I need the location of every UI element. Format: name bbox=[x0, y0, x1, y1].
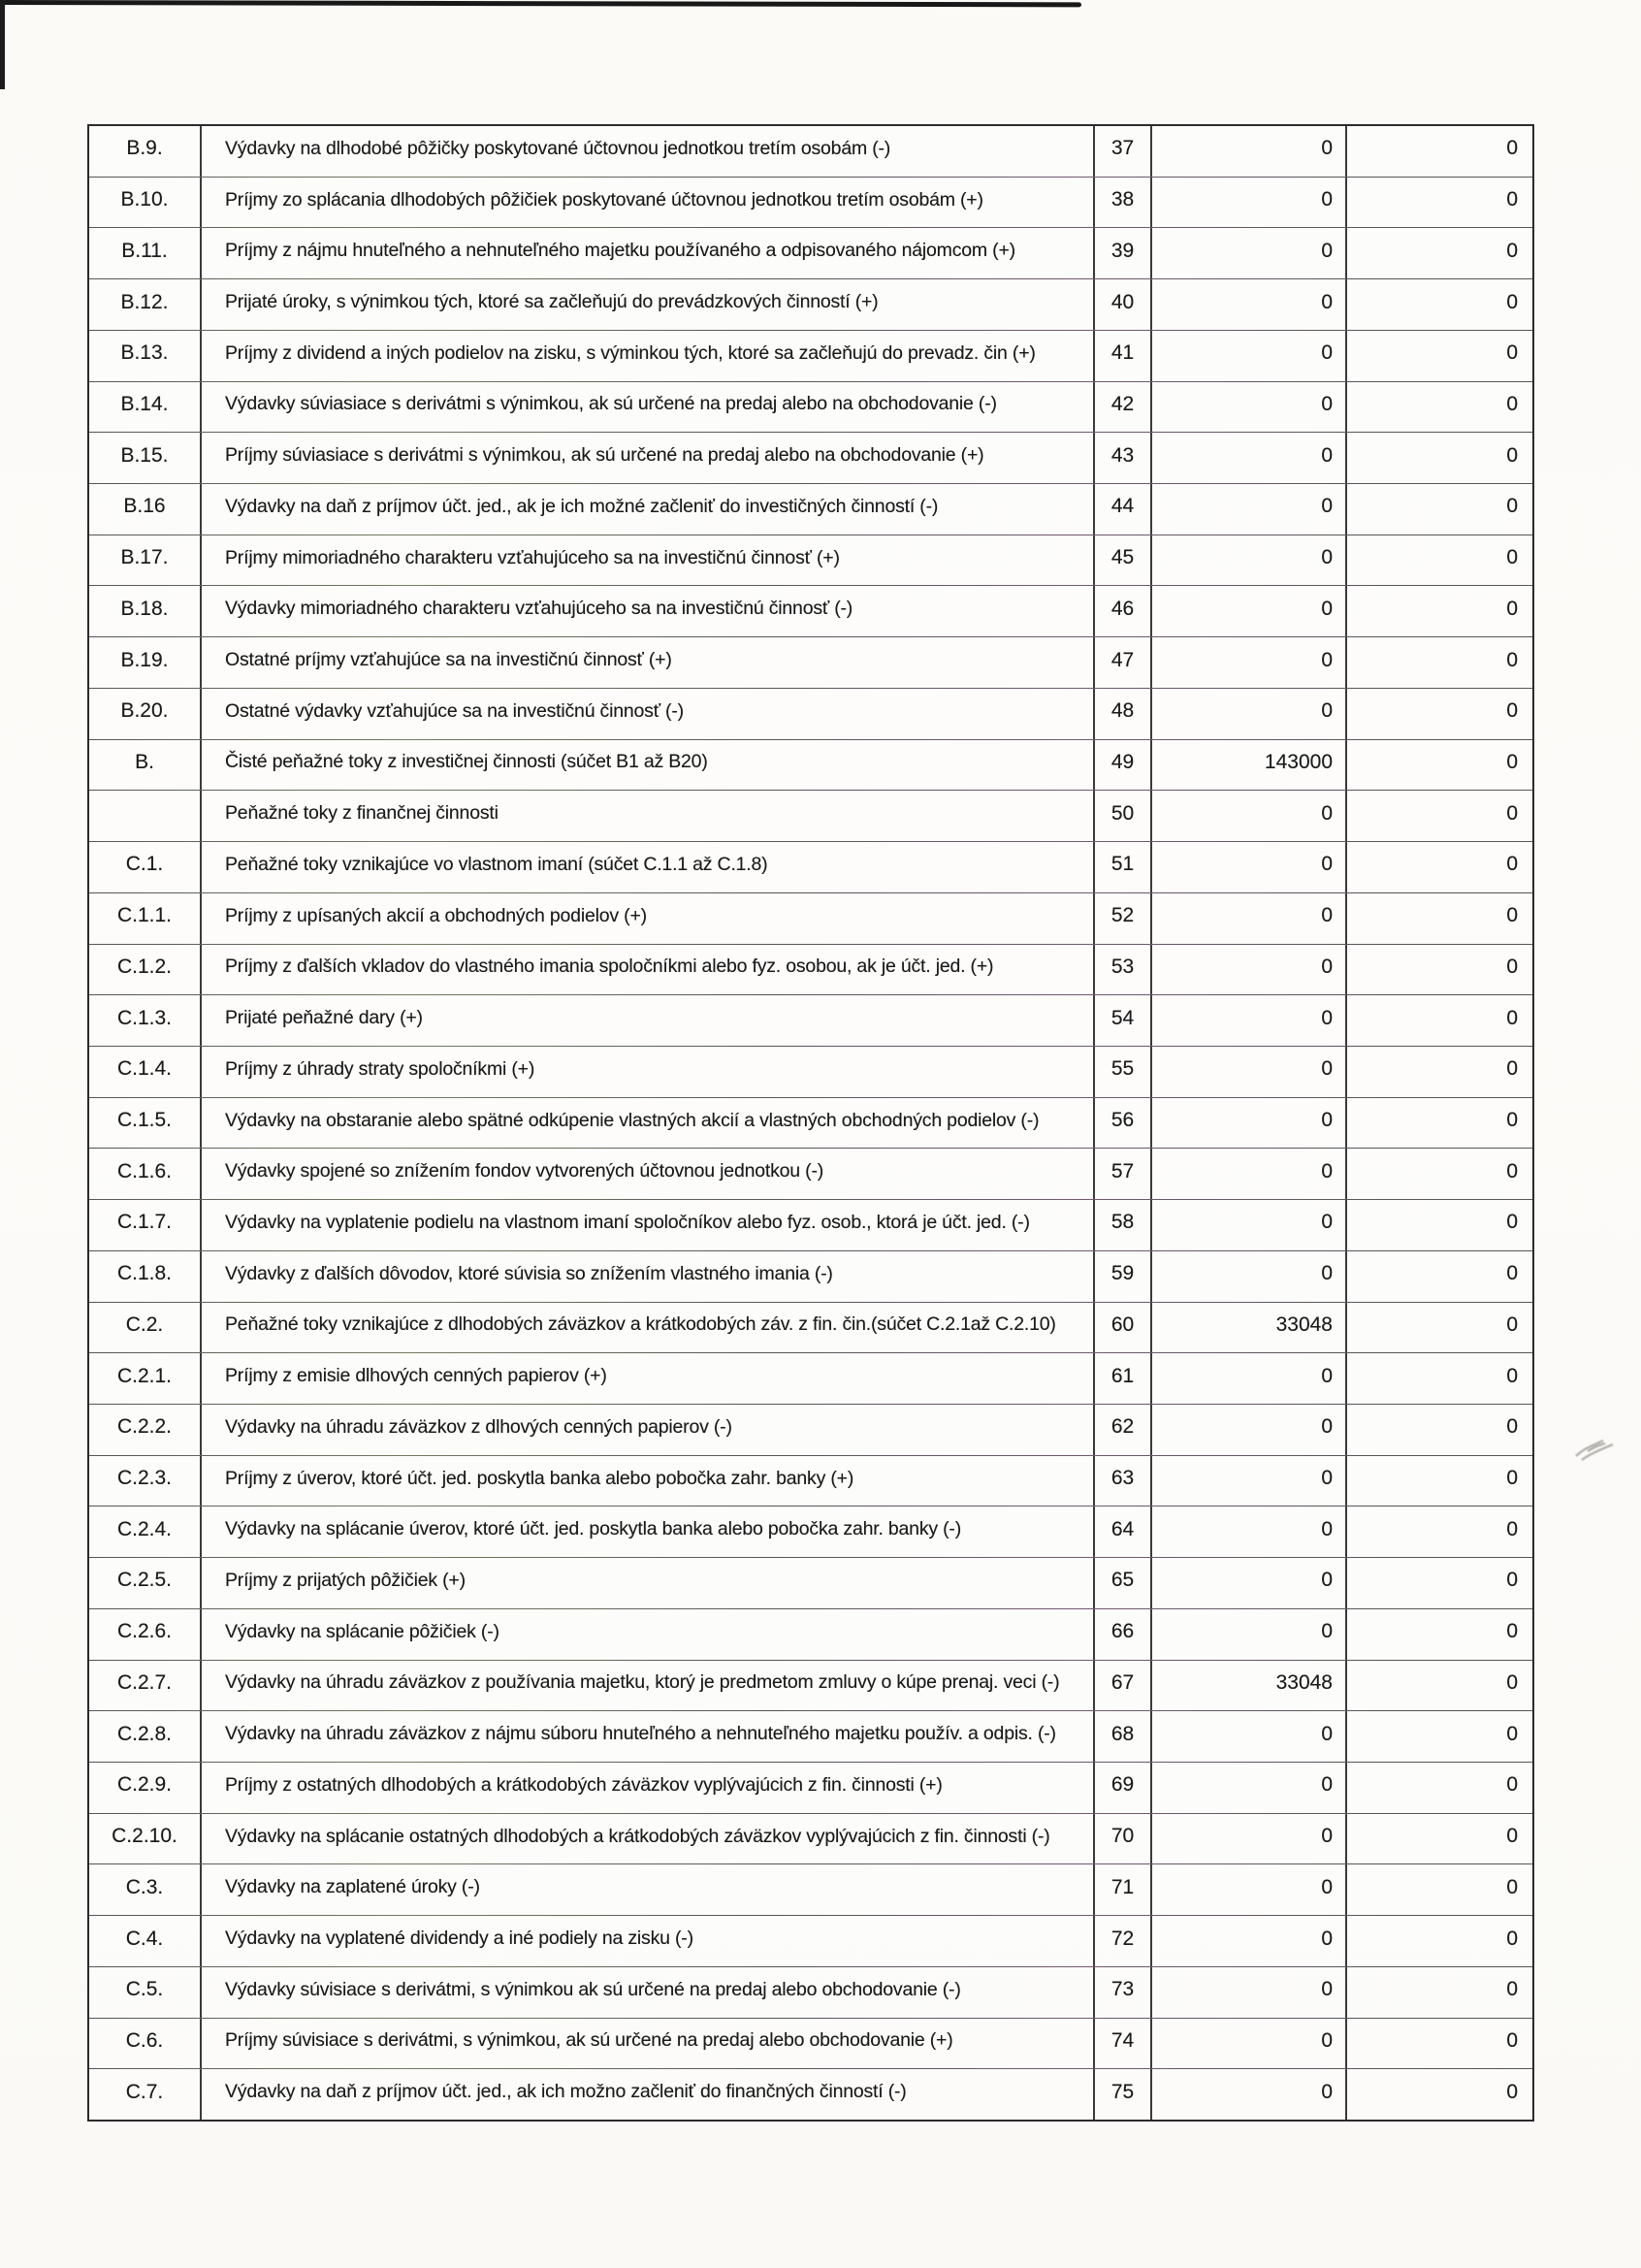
row-description: Výdavky na úhradu záväzkov z nájmu súboru hnuteľného a nehnuteľného majetku použív. a odpis. (-) bbox=[200, 1711, 1093, 1762]
table-row bbox=[89, 330, 1532, 381]
table-row bbox=[89, 636, 1532, 688]
table-row bbox=[89, 177, 1532, 228]
row-description: Prijaté peňažné dary (+) bbox=[200, 995, 1093, 1046]
row-value-col1: 0 bbox=[1150, 228, 1345, 278]
row-value-col2: 0 bbox=[1345, 740, 1532, 791]
row-value-col1: 0 bbox=[1150, 178, 1345, 228]
row-value-col1: 0 bbox=[1150, 2069, 1345, 2120]
row-line-number: 40 bbox=[1093, 279, 1150, 330]
row-line-number: 69 bbox=[1093, 1763, 1150, 1813]
table-row bbox=[89, 1352, 1532, 1404]
row-line-number: 66 bbox=[1093, 1609, 1150, 1660]
row-line-number: 64 bbox=[1093, 1507, 1150, 1557]
row-value-col2: 0 bbox=[1345, 1047, 1532, 1097]
row-description: Ostatné príjmy vzťahujúce sa na investičnú činnosť (+) bbox=[200, 637, 1093, 688]
row-description: Príjmy zo splácania dlhodobých pôžičiek poskytované účtovnou jednotkou tretím osobám (+) bbox=[200, 178, 1093, 228]
row-value-col1: 0 bbox=[1150, 382, 1345, 433]
row-value-col1: 0 bbox=[1150, 1047, 1345, 1097]
table-row bbox=[89, 1710, 1532, 1762]
table-row bbox=[89, 1813, 1532, 1864]
row-description: Výdavky na obstaranie alebo spätné odkúpenie vlastných akcií a vlastných obchodných podielov (-) bbox=[200, 1098, 1093, 1149]
row-code: C.1.8. bbox=[116, 1262, 173, 1285]
row-value-col2: 0 bbox=[1345, 689, 1532, 739]
row-description: Čisté peňažné toky z investičnej činnosti (súčet B1 až B20) bbox=[200, 740, 1093, 791]
row-value-col1: 0 bbox=[1150, 433, 1345, 483]
row-line-number: 52 bbox=[1093, 893, 1150, 944]
row-value-col1: 0 bbox=[1150, 893, 1345, 944]
scan-artifact-left-edge-mark bbox=[0, 0, 5, 89]
row-value-col2: 0 bbox=[1345, 1353, 1532, 1404]
row-value-col2: 0 bbox=[1345, 535, 1532, 586]
row-code: B. bbox=[135, 750, 154, 773]
table-row bbox=[89, 1506, 1532, 1557]
row-value-col1: 0 bbox=[1150, 1456, 1345, 1507]
table-row bbox=[89, 841, 1532, 892]
row-line-number: 74 bbox=[1093, 2019, 1150, 2069]
row-code: C.6. bbox=[125, 2028, 164, 2052]
row-description: Príjmy z upísaných akcií a obchodných podielov (+) bbox=[200, 893, 1093, 944]
table-row bbox=[89, 227, 1532, 278]
table-row bbox=[89, 739, 1532, 791]
row-value-col2: 0 bbox=[1345, 1558, 1532, 1608]
row-value-col2: 0 bbox=[1345, 1763, 1532, 1813]
row-code: B.19. bbox=[120, 648, 169, 671]
row-value-col1: 0 bbox=[1150, 331, 1345, 381]
row-value-col2: 0 bbox=[1345, 1711, 1532, 1762]
row-value-col1: 0 bbox=[1150, 1405, 1345, 1455]
table-row bbox=[89, 2068, 1532, 2120]
row-line-number: 46 bbox=[1093, 586, 1150, 636]
row-value-col1: 33048 bbox=[1150, 1303, 1345, 1353]
row-line-number: 58 bbox=[1093, 1200, 1150, 1250]
row-description: Príjmy z dividend a iných podielov na zisku, s výminkou tých, ktoré sa začleňujú do prevadz. čin (+) bbox=[200, 331, 1093, 381]
row-line-number: 54 bbox=[1093, 995, 1150, 1046]
row-description: Výdavky z ďalších dôvodov, ktoré súvisia so znížením vlastného imania (-) bbox=[200, 1251, 1093, 1302]
row-line-number: 43 bbox=[1093, 433, 1150, 483]
row-code: B.12. bbox=[120, 290, 169, 313]
table-row bbox=[89, 1097, 1532, 1149]
row-description: Výdavky mimoriadného charakteru vzťahujúceho sa na investičnú činnosť (-) bbox=[200, 586, 1093, 636]
row-line-number: 53 bbox=[1093, 945, 1150, 995]
row-line-number: 44 bbox=[1093, 484, 1150, 535]
row-value-col2: 0 bbox=[1345, 1200, 1532, 1250]
row-code: C.2.6. bbox=[116, 1620, 173, 1643]
row-code: C.2. bbox=[125, 1312, 164, 1336]
row-description: Výdavky na splácanie pôžičiek (-) bbox=[200, 1609, 1093, 1660]
row-description: Výdavky na úhradu záväzkov z dlhových cenných papierov (-) bbox=[200, 1405, 1093, 1455]
row-description: Výdavky na daň z príjmov účt. jed., ak ich možno začleniť do finančných činností (-) bbox=[200, 2069, 1093, 2120]
row-value-col1: 143000 bbox=[1150, 740, 1345, 791]
row-value-col2: 0 bbox=[1345, 2069, 1532, 2120]
row-line-number: 72 bbox=[1093, 1916, 1150, 1966]
row-line-number: 73 bbox=[1093, 1967, 1150, 2018]
row-code: C.3. bbox=[125, 1875, 164, 1898]
row-code: C.5. bbox=[125, 1978, 164, 2001]
row-code: C.2.1. bbox=[116, 1364, 173, 1387]
row-value-col2: 0 bbox=[1345, 791, 1532, 841]
row-line-number: 37 bbox=[1093, 126, 1150, 177]
row-code: C.2.8. bbox=[116, 1722, 173, 1745]
table-row bbox=[89, 585, 1532, 636]
row-value-col1: 0 bbox=[1150, 945, 1345, 995]
row-code: C.2.9. bbox=[116, 1773, 173, 1797]
row-line-number: 39 bbox=[1093, 228, 1150, 278]
row-description: Výdavky na splácanie úverov, ktoré účt. jed. poskytla banka alebo pobočka zahr. banky (-) bbox=[200, 1507, 1093, 1557]
row-value-col1: 0 bbox=[1150, 791, 1345, 841]
row-description: Príjmy súvisiace s derivátmi, s výnimkou, ak sú určené na predaj alebo obchodovanie (+) bbox=[200, 2019, 1093, 2069]
row-value-col2: 0 bbox=[1345, 228, 1532, 278]
row-value-col2: 0 bbox=[1345, 637, 1532, 688]
row-description: Výdavky na vyplatenie podielu na vlastnom imaní spoločníkov alebo fyz. osob., ktorá je účt. jed. (-) bbox=[200, 1200, 1093, 1250]
row-value-col2: 0 bbox=[1345, 1609, 1532, 1660]
table-row bbox=[89, 126, 1532, 177]
row-value-col2: 0 bbox=[1345, 1661, 1532, 1711]
row-value-col1: 0 bbox=[1150, 637, 1345, 688]
row-line-number: 57 bbox=[1093, 1149, 1150, 1199]
row-description: Príjmy z prijatých pôžičiek (+) bbox=[200, 1558, 1093, 1608]
row-value-col1: 0 bbox=[1150, 126, 1345, 177]
row-line-number: 55 bbox=[1093, 1047, 1150, 1097]
row-code: B.15. bbox=[120, 443, 169, 467]
row-code: B.17. bbox=[120, 546, 169, 569]
row-description: Príjmy súviasiace s derivátmi s výnimkou, ak sú určené na predaj alebo na obchodovanie (+) bbox=[200, 433, 1093, 483]
row-value-col1: 0 bbox=[1150, 279, 1345, 330]
row-code: B.18. bbox=[120, 597, 169, 620]
table-row bbox=[89, 535, 1532, 586]
row-description: Výdavky súvisiace s derivátmi, s výnimkou ak sú určené na predaj alebo obchodovanie (-) bbox=[200, 1967, 1093, 2018]
row-value-col1: 0 bbox=[1150, 1251, 1345, 1302]
row-code: C.1.2. bbox=[116, 955, 173, 978]
row-description: Príjmy z úverov, ktoré účt. jed. poskytla banka alebo pobočka zahr. banky (+) bbox=[200, 1456, 1093, 1507]
table-row bbox=[89, 1660, 1532, 1711]
row-description: Peňažné toky vznikajúce vo vlastnom imaní (súčet C.1.1 až C.1.8) bbox=[200, 842, 1093, 892]
row-value-col2: 0 bbox=[1345, 1405, 1532, 1455]
table-row bbox=[89, 790, 1532, 841]
row-description: Peňažné toky z finančnej činnosti bbox=[200, 791, 1093, 841]
row-code: B.13. bbox=[120, 341, 169, 365]
row-line-number: 51 bbox=[1093, 842, 1150, 892]
row-description: Výdavky spojené so znížením fondov vytvorených účtovnou jednotkou (-) bbox=[200, 1149, 1093, 1199]
row-line-number: 75 bbox=[1093, 2069, 1150, 2120]
row-description: Výdavky na zaplatené úroky (-) bbox=[200, 1864, 1093, 1915]
row-description: Príjmy z nájmu hnuteľného a nehnuteľného majetku používaného a odpisovaného nájomcom (+) bbox=[200, 228, 1093, 278]
row-code: C.2.2. bbox=[116, 1415, 173, 1439]
row-value-col1: 0 bbox=[1150, 1864, 1345, 1915]
row-description: Ostatné výdavky vzťahujúce sa na investičnú činnosť (-) bbox=[200, 689, 1093, 739]
row-value-col2: 0 bbox=[1345, 586, 1532, 636]
row-code: C.2.10. bbox=[112, 1825, 177, 1848]
row-description: Prijaté úroky, s výnimkou tých, ktoré sa začleňujú do prevádzkových činností (+) bbox=[200, 279, 1093, 330]
row-line-number: 41 bbox=[1093, 331, 1150, 381]
row-value-col2: 0 bbox=[1345, 945, 1532, 995]
table-row bbox=[89, 688, 1532, 739]
table-row bbox=[89, 1199, 1532, 1250]
row-value-col1: 0 bbox=[1150, 1711, 1345, 1762]
row-description: Príjmy z ostatných dlhodobých a krátkodobých záväzkov vyplývajúcich z fin. činnosti (+) bbox=[200, 1763, 1093, 1813]
cash-flow-table bbox=[87, 124, 1534, 2122]
row-code: C.4. bbox=[125, 1927, 164, 1950]
table-row bbox=[89, 1250, 1532, 1302]
row-line-number: 50 bbox=[1093, 791, 1150, 841]
row-line-number: 68 bbox=[1093, 1711, 1150, 1762]
row-code: C.1. bbox=[125, 853, 164, 876]
row-value-col1: 0 bbox=[1150, 1098, 1345, 1149]
row-code: B.14. bbox=[120, 392, 169, 415]
row-line-number: 70 bbox=[1093, 1814, 1150, 1864]
table-row bbox=[89, 944, 1532, 995]
row-line-number: 47 bbox=[1093, 637, 1150, 688]
row-description: Výdavky na úhradu záväzkov z používania majetku, ktorý je predmetom zmluvy o kúpe prenaj. veci (-) bbox=[200, 1661, 1093, 1711]
row-value-col2: 0 bbox=[1345, 433, 1532, 483]
table-row bbox=[89, 1762, 1532, 1813]
row-code: C.2.4. bbox=[116, 1517, 173, 1540]
table-row bbox=[89, 1966, 1532, 2018]
row-value-col1: 0 bbox=[1150, 1200, 1345, 1250]
row-code: B.16 bbox=[123, 495, 166, 518]
row-line-number: 65 bbox=[1093, 1558, 1150, 1608]
row-description: Príjmy mimoriadného charakteru vzťahujúceho sa na investičnú činnosť (+) bbox=[200, 535, 1093, 586]
row-value-col1: 0 bbox=[1150, 484, 1345, 535]
row-value-col1: 0 bbox=[1150, 1916, 1345, 1966]
table-row bbox=[89, 1608, 1532, 1660]
row-code: C.2.7. bbox=[116, 1670, 173, 1694]
table-row bbox=[89, 1046, 1532, 1097]
row-value-col1: 33048 bbox=[1150, 1661, 1345, 1711]
row-value-col1: 0 bbox=[1150, 1609, 1345, 1660]
row-line-number: 71 bbox=[1093, 1864, 1150, 1915]
row-value-col2: 0 bbox=[1345, 995, 1532, 1046]
row-code: B.11. bbox=[121, 239, 168, 262]
row-value-col1: 0 bbox=[1150, 1967, 1345, 2018]
table-row bbox=[89, 381, 1532, 433]
row-value-col1: 0 bbox=[1150, 1763, 1345, 1813]
row-value-col2: 0 bbox=[1345, 178, 1532, 228]
row-code: C.1.3. bbox=[116, 1006, 173, 1029]
table-row bbox=[89, 1404, 1532, 1455]
row-value-col2: 0 bbox=[1345, 1916, 1532, 1966]
row-description: Príjmy z úhrady straty spoločníkmi (+) bbox=[200, 1047, 1093, 1097]
row-value-col2: 0 bbox=[1345, 1098, 1532, 1149]
table-row bbox=[89, 1557, 1532, 1608]
row-value-col1: 0 bbox=[1150, 1353, 1345, 1404]
row-description: Príjmy z emisie dlhových cenných papierov (+) bbox=[200, 1353, 1093, 1404]
row-value-col1: 0 bbox=[1150, 1149, 1345, 1199]
row-code: C.2.5. bbox=[116, 1569, 173, 1592]
row-line-number: 48 bbox=[1093, 689, 1150, 739]
table-row bbox=[89, 1915, 1532, 1966]
row-value-col2: 0 bbox=[1345, 1864, 1532, 1915]
row-description: Príjmy z ďalších vkladov do vlastného imania spoločníkmi alebo fyz. osobou, ak je účt. jed. (+) bbox=[200, 945, 1093, 995]
table-row bbox=[89, 1148, 1532, 1199]
row-value-col2: 0 bbox=[1345, 1507, 1532, 1557]
row-code: B.9. bbox=[126, 137, 163, 160]
row-value-col1: 0 bbox=[1150, 689, 1345, 739]
row-line-number: 45 bbox=[1093, 535, 1150, 586]
row-code: C.1.5. bbox=[116, 1109, 173, 1132]
row-value-col2: 0 bbox=[1345, 842, 1532, 892]
row-line-number: 62 bbox=[1093, 1405, 1150, 1455]
table-row bbox=[89, 994, 1532, 1046]
table-row bbox=[89, 1863, 1532, 1915]
row-description: Peňažné toky vznikajúce z dlhodobých záväzkov a krátkodobých záv. z fin. čin.(súčet C.2.1až C.2.10) bbox=[200, 1303, 1093, 1353]
row-value-col2: 0 bbox=[1345, 1149, 1532, 1199]
table-row bbox=[89, 2018, 1532, 2069]
row-value-col2: 0 bbox=[1345, 484, 1532, 535]
row-value-col2: 0 bbox=[1345, 1967, 1532, 2018]
row-value-col2: 0 bbox=[1345, 126, 1532, 177]
row-description: Výdavky na dlhodobé pôžičky poskytované účtovnou jednotkou tretím osobám (-) bbox=[200, 126, 1093, 177]
row-value-col2: 0 bbox=[1345, 1814, 1532, 1864]
row-value-col2: 0 bbox=[1345, 279, 1532, 330]
row-value-col2: 0 bbox=[1345, 382, 1532, 433]
row-code bbox=[89, 791, 200, 841]
row-value-col1: 0 bbox=[1150, 2019, 1345, 2069]
row-line-number: 49 bbox=[1093, 740, 1150, 791]
row-value-col2: 0 bbox=[1345, 2019, 1532, 2069]
row-value-col1: 0 bbox=[1150, 586, 1345, 636]
row-value-col1: 0 bbox=[1150, 995, 1345, 1046]
row-value-col2: 0 bbox=[1345, 1456, 1532, 1507]
row-line-number: 67 bbox=[1093, 1661, 1150, 1711]
row-line-number: 56 bbox=[1093, 1098, 1150, 1149]
row-code: C.1.6. bbox=[116, 1159, 173, 1183]
row-line-number: 63 bbox=[1093, 1456, 1150, 1507]
scan-artifact-smudge bbox=[1573, 1432, 1618, 1470]
row-code: C.7. bbox=[125, 2080, 164, 2103]
row-value-col2: 0 bbox=[1345, 1251, 1532, 1302]
row-line-number: 60 bbox=[1093, 1303, 1150, 1353]
row-value-col1: 0 bbox=[1150, 1558, 1345, 1608]
table-row bbox=[89, 892, 1532, 944]
row-code: C.1.7. bbox=[116, 1211, 173, 1234]
row-code: B.20. bbox=[120, 699, 169, 723]
row-line-number: 38 bbox=[1093, 178, 1150, 228]
table-row bbox=[89, 278, 1532, 330]
row-description: Výdavky súviasiace s derivátmi s výnimkou, ak sú určené na predaj alebo na obchodovanie (-) bbox=[200, 382, 1093, 433]
row-line-number: 61 bbox=[1093, 1353, 1150, 1404]
row-description: Výdavky na daň z príjmov účt. jed., ak je ich možné začleniť do investičných činností (-) bbox=[200, 484, 1093, 535]
row-value-col1: 0 bbox=[1150, 535, 1345, 586]
table-row bbox=[89, 1455, 1532, 1507]
scan-artifact-top-line bbox=[0, 0, 1081, 7]
row-description: Výdavky na vyplatené dividendy a iné podiely na zisku (-) bbox=[200, 1916, 1093, 1966]
row-value-col1: 0 bbox=[1150, 1507, 1345, 1557]
row-value-col1: 0 bbox=[1150, 842, 1345, 892]
row-code: C.1.4. bbox=[116, 1057, 173, 1081]
table-row bbox=[89, 1302, 1532, 1353]
row-line-number: 59 bbox=[1093, 1251, 1150, 1302]
row-value-col1: 0 bbox=[1150, 1814, 1345, 1864]
row-description: Výdavky na splácanie ostatných dlhodobých a krátkodobých záväzkov vyplývajúcich z fin. činnosti (-) bbox=[200, 1814, 1093, 1864]
row-code: B.10. bbox=[120, 188, 169, 211]
row-value-col2: 0 bbox=[1345, 331, 1532, 381]
row-line-number: 42 bbox=[1093, 382, 1150, 433]
row-value-col2: 0 bbox=[1345, 1303, 1532, 1353]
table-row bbox=[89, 483, 1532, 535]
row-code: C.2.3. bbox=[116, 1467, 173, 1490]
row-code: C.1.1. bbox=[116, 904, 173, 927]
table-row bbox=[89, 432, 1532, 483]
row-value-col2: 0 bbox=[1345, 893, 1532, 944]
